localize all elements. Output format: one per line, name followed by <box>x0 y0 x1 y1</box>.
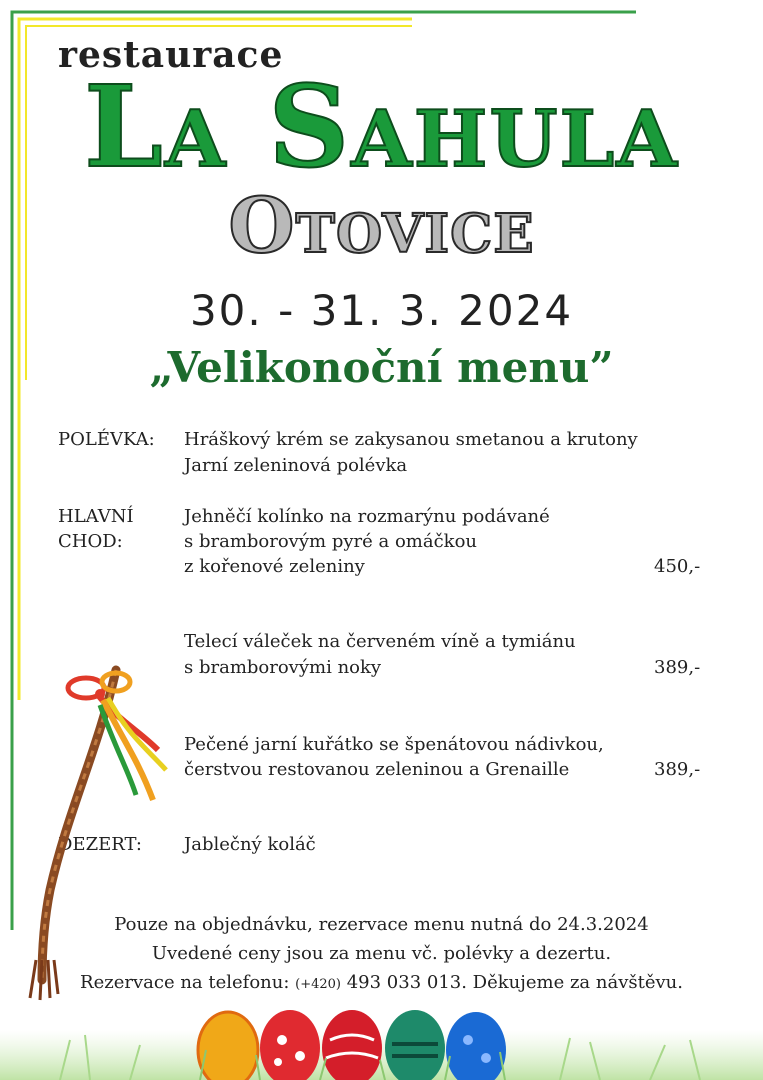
dish-line: s bramborovým pyré a omáčkou <box>184 531 477 552</box>
restaurant-location: Otovice <box>228 181 535 270</box>
section-label-soup: POLÉVKA: <box>58 429 155 450</box>
footer-reservation-phone: 493 033 013. Děkujeme za návštěvu. <box>341 972 683 993</box>
dessert-item: Jablečný koláč <box>184 834 316 855</box>
footer-note-prices: Uvedené ceny jsou za menu vč. polévky a dezertu. <box>151 943 612 964</box>
menu-title: „Velikonoční menu” <box>149 343 614 392</box>
dish-price: 389,- <box>654 657 701 678</box>
dish-line: Jehněčí kolínko na rozmarýnu podávané <box>184 506 550 527</box>
soup-item: Hráškový krém se zakysanou smetanou a krutony <box>184 429 638 450</box>
dish-price: 450,- <box>654 556 701 577</box>
dish-line: Telecí váleček na červeném víně a tymiánu <box>184 631 576 652</box>
easter-eggs-icon <box>0 1000 763 1080</box>
phone-country-code: (+420) <box>295 977 341 992</box>
restaurant-kicker: restaurace <box>58 34 284 76</box>
section-label-main-1: HLAVNÍ <box>58 506 134 527</box>
footer-reservation-prefix: Rezervace na telefonu: <box>80 972 296 993</box>
footer-reservation <box>0 970 763 998</box>
dish-price: 389,- <box>654 759 701 780</box>
dish-line: z kořenové zeleniny <box>184 556 365 577</box>
dish-line: Pečené jarní kuřátko se špenátovou nádivkou, <box>184 734 604 755</box>
dish-line: s bramborovými noky <box>184 657 382 678</box>
soup-item: Jarní zeleninová polévka <box>184 455 408 476</box>
section-label-dessert: DEZERT: <box>58 834 142 855</box>
footer-note-order: Pouze na objednávku, rezervace menu nutná do 24.3.2024 <box>114 914 649 935</box>
event-date: 30. - 31. 3. 2024 <box>189 286 574 335</box>
dish-line: čerstvou restovanou zeleninou a Grenaille <box>184 759 570 780</box>
section-label-main-2: CHOD: <box>58 531 123 552</box>
restaurant-name: La Sahula <box>84 62 679 193</box>
